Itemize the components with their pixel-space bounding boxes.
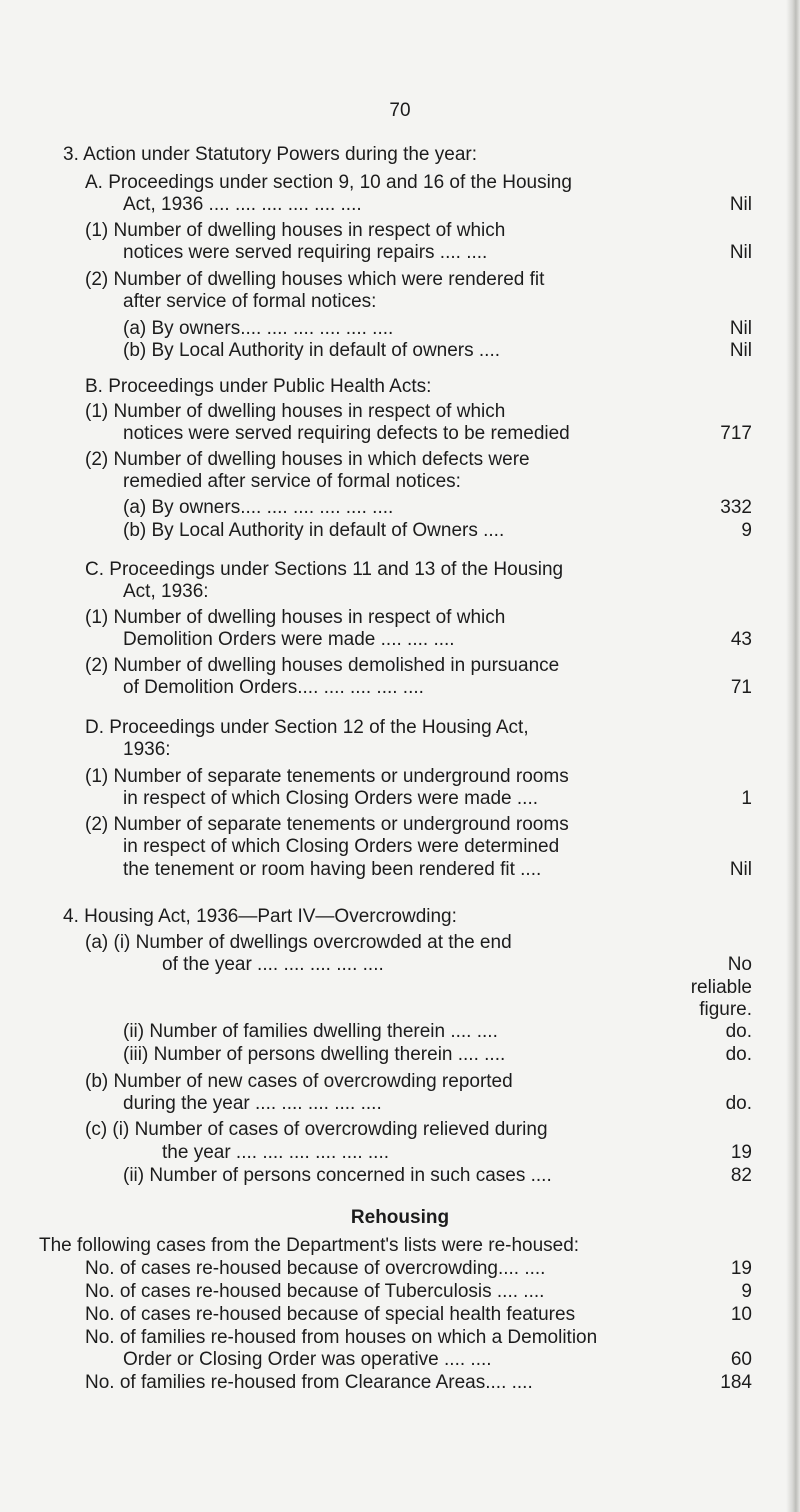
item-4a-i-value-3: figure. (699, 999, 752, 1020)
item-3a-2: (2) Number of dwelling houses which were rendered fit (85, 269, 545, 290)
item-4c-i-value: 19 (730, 1142, 752, 1163)
item-3a-2-cont: after service of formal notices: (123, 291, 377, 312)
item-4a-i-cont: of the year .... .... .... .... .... (162, 954, 384, 975)
item-4c-i: (c) (i) Number of cases of overcrowding relieved during (85, 1119, 548, 1140)
item-4a-i: (a) (i) Number of dwellings overcrowded at the end (85, 932, 512, 953)
item-4c-ii-value: 82 (730, 1165, 752, 1186)
section-3-heading: 3. Action under Statutory Powers during the year: (63, 144, 478, 165)
section-3c-title: C. Proceedings under Sections 11 and 13 of the Housing (85, 559, 564, 580)
item-3c-1: (1) Number of dwelling houses in respect of which (85, 607, 506, 628)
item-4b-value: do. (725, 1093, 752, 1114)
section-3d-title: D. Proceedings under Section 12 of the Housing Act, (85, 717, 529, 738)
item-3d-2: (2) Number of separate tenements or underground rooms (85, 814, 569, 835)
section-3b-title: B. Proceedings under Public Health Acts: (85, 376, 432, 397)
section-3a-title: A. Proceedings under section 9, 10 and 16 of the Housing (85, 172, 572, 193)
item-4a-iii: (iii) Number of persons dwelling therein .... .... (123, 1044, 506, 1065)
page-number: 70 (389, 100, 411, 121)
item-3d-2-cont: in respect of which Closing Orders were determined (123, 836, 560, 857)
item-4b-cont: during the year .... .... .... .... .... (123, 1093, 382, 1114)
page-edge-shadow (786, 0, 800, 1512)
item-3c-1-value: 43 (730, 629, 752, 650)
rehousing-row-4-value: 60 (730, 1349, 752, 1370)
item-4a-ii: (ii) Number of families dwelling therein .... .... (123, 1021, 498, 1042)
item-3a-2a: (a) By owners.... .... .... .... .... .... (123, 318, 394, 339)
item-3b-2a-value: 332 (720, 497, 752, 518)
item-3b-2b: (b) By Local Authority in default of Owners .... (123, 520, 505, 541)
item-3c-1-cont: Demolition Orders were made .... .... .... (123, 629, 455, 650)
item-4c-ii: (ii) Number of persons concerned in such cases .... (123, 1165, 552, 1186)
section-3a-title-cont: Act, 1936 .... .... .... .... .... .... (123, 194, 362, 215)
item-3a-2b: (b) By Local Authority in default of owners .... (123, 340, 501, 361)
rehousing-row-1: No. of cases re-housed because of overcrowding.... .... (85, 1258, 546, 1279)
item-4a-i-value-1: No (727, 954, 752, 975)
rehousing-row-4: No. of families re-housed from houses on which a Demolition (85, 1327, 598, 1348)
item-3b-1-cont: notices were served requiring defects to be remedied (123, 423, 570, 444)
section-3a-value: Nil (729, 194, 752, 215)
item-3d-1-cont: in respect of which Closing Orders were made .... (123, 788, 539, 809)
item-3d-1-value: 1 (741, 788, 752, 809)
item-3b-2a: (a) By owners.... .... .... .... .... .... (123, 497, 394, 518)
item-3d-2-cont2: the tenement or room having been rendered fit .... (123, 859, 542, 880)
item-3d-1: (1) Number of separate tenements or underground rooms (85, 766, 569, 787)
item-3b-2: (2) Number of dwelling houses in which defects were (85, 449, 530, 470)
section-3c-title-cont: Act, 1936: (123, 581, 209, 602)
item-3a-1-value: Nil (729, 242, 752, 263)
rehousing-row-1-value: 19 (730, 1258, 752, 1279)
rehousing-row-3: No. of cases re-housed because of special health features (85, 1304, 576, 1325)
item-3a-2a-value: Nil (729, 318, 752, 339)
rehousing-row-3-value: 10 (730, 1304, 752, 1325)
item-3b-1-value: 717 (720, 423, 752, 444)
rehousing-row-5-value: 184 (720, 1372, 752, 1393)
rehousing-row-4-cont: Order or Closing Order was operative .... .... (123, 1349, 492, 1370)
item-3c-2: (2) Number of dwelling houses demolished in pursuance (85, 655, 560, 676)
section-4-heading: 4. Housing Act, 1936—Part IV—Overcrowding: (63, 906, 457, 927)
rehousing-row-2: No. of cases re-housed because of Tuberculosis .... .... (85, 1281, 545, 1302)
item-4a-iii-value: do. (725, 1044, 752, 1065)
item-4a-i-value-2: reliable (690, 977, 752, 998)
item-4a-ii-value: do. (725, 1021, 752, 1042)
item-4c-i-cont: the year .... .... .... .... .... .... (162, 1142, 390, 1163)
item-3b-2-cont: remedied after service of formal notices: (123, 471, 461, 492)
item-4b: (b) Number of new cases of overcrowding reported (85, 1071, 513, 1092)
rehousing-row-2-value: 9 (741, 1281, 752, 1302)
item-3b-1: (1) Number of dwelling houses in respect of which (85, 401, 506, 422)
item-3c-2-value: 71 (730, 677, 752, 698)
item-3b-2b-value: 9 (741, 520, 752, 541)
item-3c-2-cont: of Demolition Orders.... .... .... .... .... (123, 677, 424, 698)
rehousing-title: Rehousing (350, 1207, 450, 1228)
item-3d-2-value: Nil (729, 859, 752, 880)
item-3a-1-cont: notices were served requiring repairs .... .... (123, 242, 488, 263)
rehousing-intro: The following cases from the Department's lists were re-housed: (39, 1235, 580, 1256)
rehousing-row-5: No. of families re-housed from Clearance Areas.... .... (85, 1372, 533, 1393)
item-3a-1: (1) Number of dwelling houses in respect of which (85, 220, 506, 241)
section-3d-title-cont: 1936: (123, 739, 171, 760)
item-3a-2b-value: Nil (729, 340, 752, 361)
